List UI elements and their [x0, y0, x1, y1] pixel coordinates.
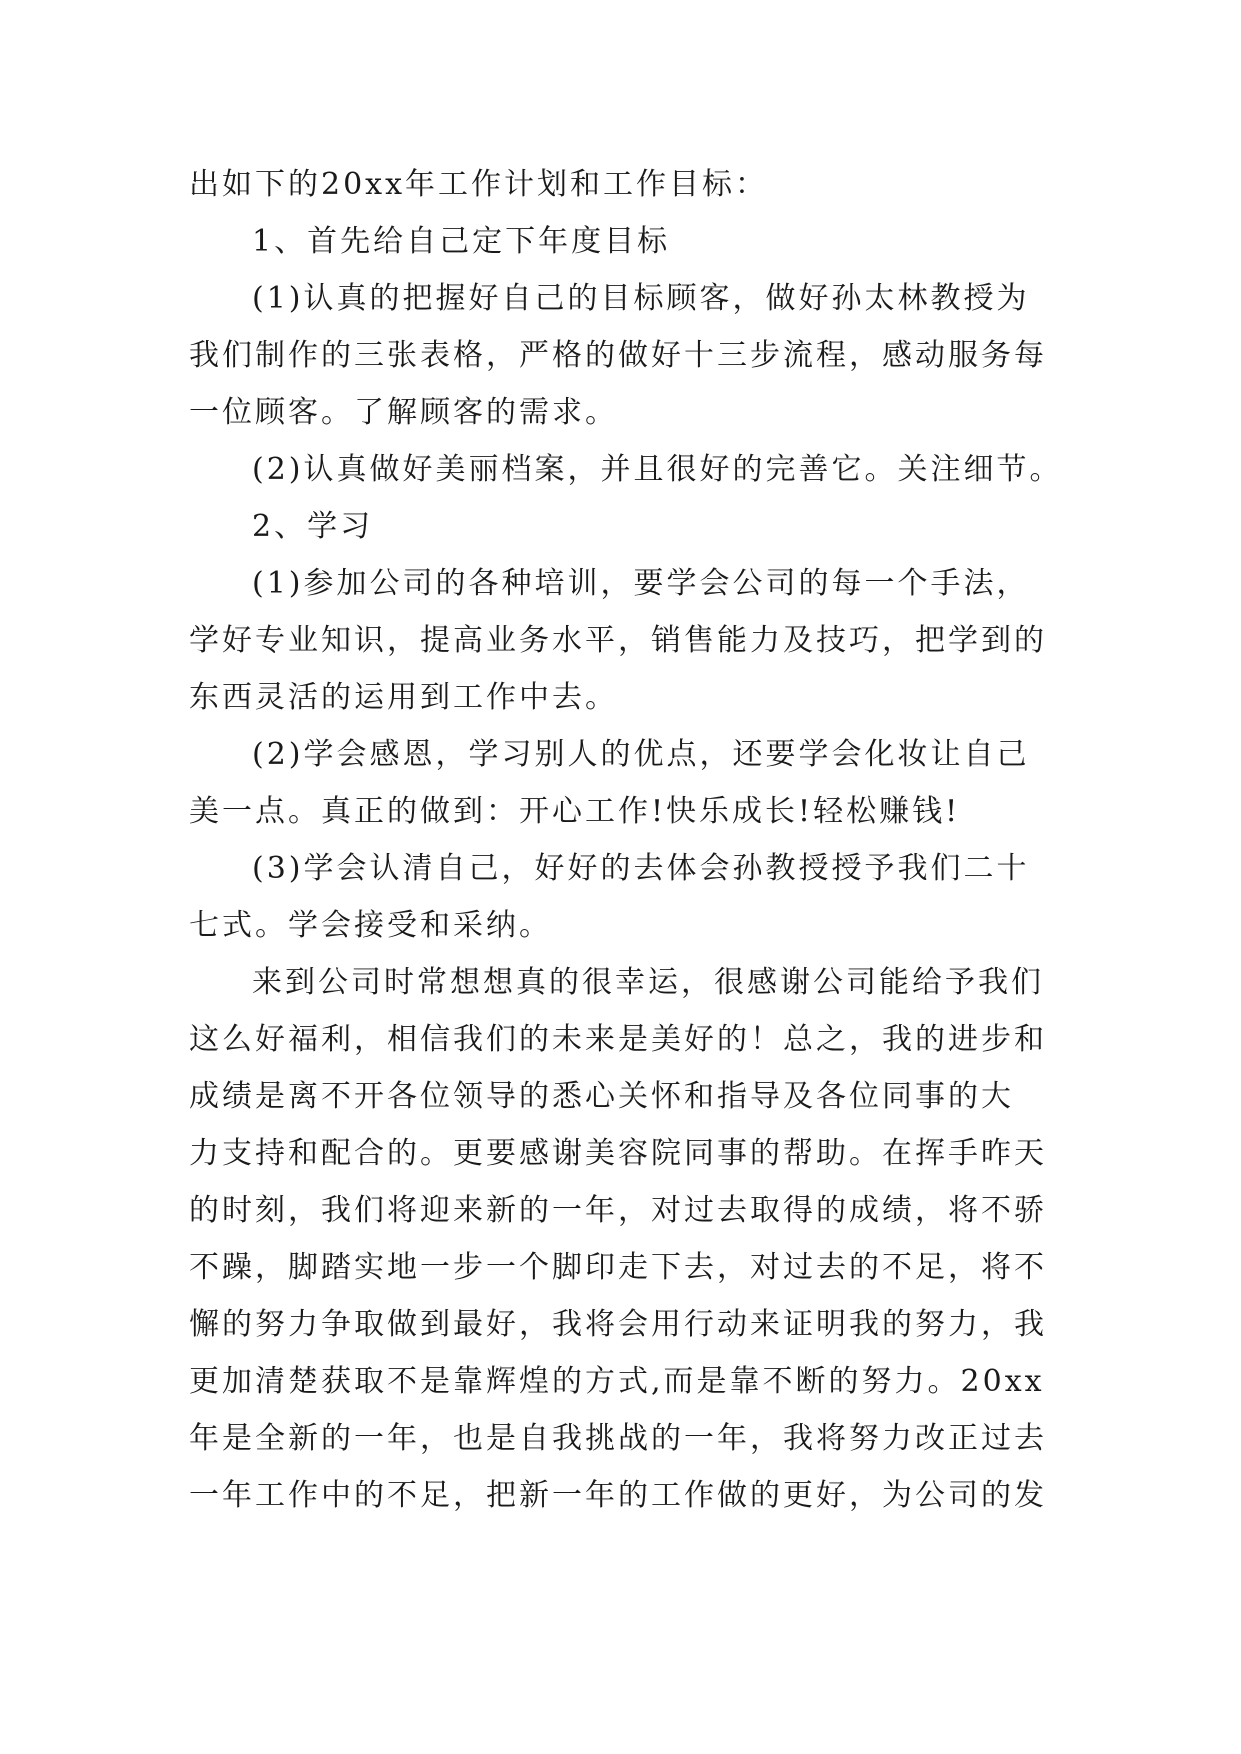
text-line: 懈的努力争取做到最好，我将会用行动来证明我的努力，我	[189, 1307, 1047, 1342]
text-line: 七式。学会接受和采纳。	[189, 908, 552, 943]
text-line: 这么好福利，相信我们的未来是美好的！总之，我的进步和	[189, 1022, 1047, 1057]
text-line: 年是全新的一年，也是自我挑战的一年，我将努力改正过去	[189, 1421, 1047, 1456]
text-line: (2)学会感恩，学习别人的优点，还要学会化妆让自己	[252, 737, 1030, 772]
text-line: 更加清楚获取不是靠辉煌的方式,而是靠不断的努力。20xx	[189, 1364, 1045, 1399]
text-line: (1)参加公司的各种培训，要学会公司的每一个手法，	[252, 566, 1030, 601]
text-line: (2)认真做好美丽档案，并且很好的完善它。关注细节。	[252, 452, 1063, 487]
text-line: 美一点。真正的做到：开心工作!快乐成长!轻松赚钱!	[189, 794, 961, 829]
section-heading: 1、首先给自己定下年度目标	[252, 224, 671, 259]
text-line: 我们制作的三张表格，严格的做好十三步流程，感动服务每	[189, 338, 1047, 373]
text-line: (3)学会认清自己，好好的去体会孙教授授予我们二十	[252, 851, 1030, 886]
text-line: 学好专业知识，提高业务水平，销售能力及技巧，把学到的	[189, 623, 1047, 658]
text-line: 出如下的20xx年工作计划和工作目标：	[189, 167, 769, 202]
text-line: (1)认真的把握好自己的目标顾客，做好孙太林教授为	[252, 281, 1030, 316]
text-line: 不躁，脚踏实地一步一个脚印走下去，对过去的不足，将不	[189, 1250, 1047, 1285]
text-line: 东西灵活的运用到工作中去。	[189, 680, 618, 715]
text-line: 一位顾客。了解顾客的需求。	[189, 395, 618, 430]
text-line: 成绩是离不开各位领导的悉心关怀和指导及各位同事的大	[189, 1079, 1014, 1114]
text-line: 来到公司时常想想真的很幸运，很感谢公司能给予我们	[252, 965, 1044, 1000]
text-line: 的时刻，我们将迎来新的一年，对过去取得的成绩，将不骄	[189, 1193, 1047, 1228]
section-heading: 2、学习	[252, 509, 374, 544]
text-line: 力支持和配合的。更要感谢美容院同事的帮助。在挥手昨天	[189, 1136, 1047, 1171]
text-line: 一年工作中的不足，把新一年的工作做的更好，为公司的发	[189, 1478, 1047, 1513]
